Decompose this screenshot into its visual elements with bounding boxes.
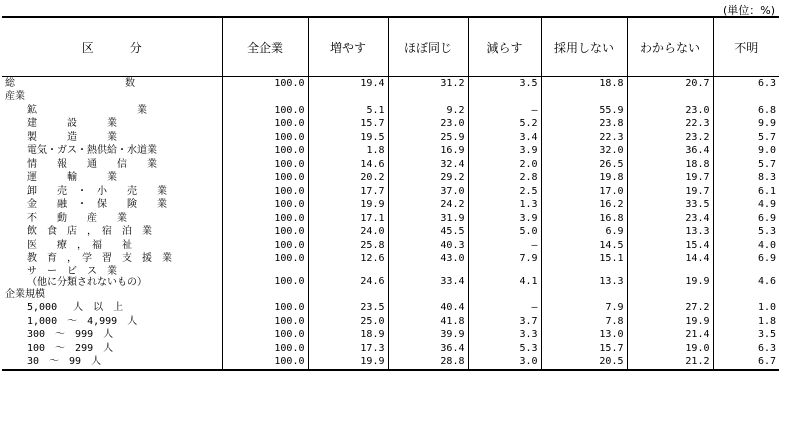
- value-cell: 33.4: [388, 266, 468, 288]
- row-label: [2, 91, 222, 105]
- value-cell: 19.7: [627, 172, 713, 186]
- value-cell: 100.0: [222, 104, 308, 118]
- table-row: [2, 158, 779, 172]
- value-cell: 24.6: [308, 266, 388, 288]
- row-label-text: 金 融 ・ 保 険 業: [27, 199, 167, 211]
- value-cell: 6.9: [541, 226, 627, 240]
- increase-header: 増やす: [308, 17, 388, 77]
- value-cell: 25.0: [308, 315, 388, 329]
- table-row: [2, 118, 779, 132]
- value-cell: 100.0: [222, 239, 308, 253]
- row-label-line2: （他に分類されないもの）: [27, 277, 147, 288]
- value-cell: 6.3: [713, 77, 779, 91]
- value-cell: 100.0: [222, 342, 308, 356]
- table-row: [2, 253, 779, 267]
- row-label: [2, 239, 222, 253]
- value-cell: 100.0: [222, 302, 308, 316]
- value-cell: —: [468, 302, 541, 316]
- value-cell: 13.3: [541, 266, 627, 288]
- row-label-text: 企業規模: [5, 288, 45, 300]
- decrease-header: 減らす: [468, 17, 541, 77]
- value-cell: 3.4: [468, 131, 541, 145]
- value-cell: 4.9: [713, 199, 779, 213]
- row-label: [2, 77, 222, 91]
- value-cell: 100.0: [222, 185, 308, 199]
- value-cell: 23.2: [627, 131, 713, 145]
- value-cell: 16.8: [541, 212, 627, 226]
- row-label: [2, 118, 222, 132]
- value-cell: 100.0: [222, 266, 308, 288]
- value-cell: 28.8: [388, 356, 468, 371]
- value-cell: 25.8: [308, 239, 388, 253]
- value-cell: 29.2: [388, 172, 468, 186]
- value-cell: 45.5: [388, 226, 468, 240]
- value-cell: 40.4: [388, 302, 468, 316]
- value-cell: 36.4: [627, 145, 713, 159]
- row-label-text: 総 数: [5, 77, 135, 89]
- row-label-text: 電気・ガス・熱供給・水道業: [27, 145, 157, 157]
- value-cell: 19.8: [541, 172, 627, 186]
- table-row: [2, 104, 779, 118]
- value-cell: 100.0: [222, 77, 308, 91]
- row-label-text: 医 療 ， 福 祉: [27, 239, 132, 251]
- value-cell: 100.0: [222, 131, 308, 145]
- value-cell: 41.8: [388, 315, 468, 329]
- value-cell: 39.9: [388, 329, 468, 343]
- value-cell: 18.8: [541, 77, 627, 91]
- unclear-header: 不明: [713, 17, 779, 77]
- row-label: [2, 226, 222, 240]
- value-cell: 100.0: [222, 172, 308, 186]
- value-cell: 100.0: [222, 145, 308, 159]
- value-cell: 23.8: [541, 118, 627, 132]
- value-cell: 16.2: [541, 199, 627, 213]
- value-cell: 32.4: [388, 158, 468, 172]
- value-cell: 33.5: [627, 199, 713, 213]
- value-cell: 5.1: [308, 104, 388, 118]
- row-label: [2, 172, 222, 186]
- value-cell: 2.0: [468, 158, 541, 172]
- row-label-text: 運 輸 業: [27, 172, 117, 184]
- value-cell: 55.9: [541, 104, 627, 118]
- value-cell: 17.3: [308, 342, 388, 356]
- value-cell: 6.9: [713, 253, 779, 267]
- value-cell: 4.6: [713, 266, 779, 288]
- value-cell: 3.3: [468, 329, 541, 343]
- row-label-text: 情 報 通 信 業: [27, 158, 157, 170]
- row-label-text: 飲 食 店 ， 宿 泊 業: [27, 226, 152, 238]
- value-cell: 19.0: [627, 342, 713, 356]
- value-cell: 17.0: [541, 185, 627, 199]
- value-cell: 19.4: [308, 77, 388, 91]
- value-cell: [468, 91, 541, 105]
- value-cell: 15.4: [627, 239, 713, 253]
- value-cell: 20.5: [541, 356, 627, 371]
- value-cell: 15.7: [541, 342, 627, 356]
- value-cell: 19.9: [308, 199, 388, 213]
- row-label: [2, 104, 222, 118]
- table-row: [2, 212, 779, 226]
- value-cell: 19.7: [627, 185, 713, 199]
- row-label: [2, 212, 222, 226]
- value-cell: 43.0: [388, 253, 468, 267]
- value-cell: 21.4: [627, 329, 713, 343]
- survey-table: [2, 16, 779, 371]
- value-cell: 9.2: [388, 104, 468, 118]
- category-header: 区 分: [2, 17, 222, 77]
- value-cell: 100.0: [222, 226, 308, 240]
- value-cell: —: [468, 239, 541, 253]
- table-row: [2, 302, 779, 316]
- table-row: [2, 315, 779, 329]
- value-cell: 6.1: [713, 185, 779, 199]
- row-label: [2, 185, 222, 199]
- row-label: [2, 253, 222, 267]
- value-cell: 22.3: [627, 118, 713, 132]
- value-cell: 31.2: [388, 77, 468, 91]
- value-cell: [222, 288, 308, 302]
- value-cell: 12.6: [308, 253, 388, 267]
- value-cell: 3.5: [713, 329, 779, 343]
- table-row: [2, 77, 779, 91]
- table-row: [2, 239, 779, 253]
- row-label-text: 不 動 産 業: [27, 212, 127, 224]
- value-cell: 4.0: [713, 239, 779, 253]
- value-cell: 18.8: [627, 158, 713, 172]
- value-cell: [627, 91, 713, 105]
- row-label: [2, 342, 222, 356]
- row-label-text: 5,000 人 以 上: [27, 302, 124, 314]
- value-cell: 40.3: [388, 239, 468, 253]
- value-cell: 3.9: [468, 212, 541, 226]
- table-row: [2, 266, 779, 288]
- row-label: [2, 315, 222, 329]
- value-cell: 5.0: [468, 226, 541, 240]
- row-label: [2, 329, 222, 343]
- value-cell: 6.9: [713, 212, 779, 226]
- value-cell: 100.0: [222, 199, 308, 213]
- value-cell: 19.9: [627, 266, 713, 288]
- table-row: [2, 131, 779, 145]
- table-row: [2, 91, 779, 105]
- value-cell: 5.3: [713, 226, 779, 240]
- value-cell: 31.9: [388, 212, 468, 226]
- value-cell: 22.3: [541, 131, 627, 145]
- value-cell: 17.7: [308, 185, 388, 199]
- value-cell: 21.2: [627, 356, 713, 371]
- value-cell: 7.9: [468, 253, 541, 267]
- value-cell: 3.7: [468, 315, 541, 329]
- value-cell: 17.1: [308, 212, 388, 226]
- value-cell: 26.5: [541, 158, 627, 172]
- value-cell: 100.0: [222, 212, 308, 226]
- value-cell: 18.9: [308, 329, 388, 343]
- value-cell: 23.5: [308, 302, 388, 316]
- value-cell: 36.4: [388, 342, 468, 356]
- value-cell: 7.9: [541, 302, 627, 316]
- value-cell: 14.6: [308, 158, 388, 172]
- value-cell: 16.9: [388, 145, 468, 159]
- value-cell: 14.5: [541, 239, 627, 253]
- value-cell: 15.1: [541, 253, 627, 267]
- value-cell: 23.0: [388, 118, 468, 132]
- value-cell: 24.2: [388, 199, 468, 213]
- value-cell: 15.7: [308, 118, 388, 132]
- value-cell: 100.0: [222, 329, 308, 343]
- table-body: [2, 77, 779, 371]
- value-cell: 5.3: [468, 342, 541, 356]
- unit-note: (単位：%): [722, 4, 775, 17]
- row-label-text: 100 〜 299 人: [27, 342, 114, 354]
- row-label-text: 産業: [5, 91, 25, 103]
- all-companies-header: 全企業: [222, 17, 308, 77]
- table-row: [2, 288, 779, 302]
- table-row: [2, 342, 779, 356]
- value-cell: [468, 288, 541, 302]
- row-label: [2, 356, 222, 371]
- no-hire-header: 採用しない: [541, 17, 627, 77]
- value-cell: 2.5: [468, 185, 541, 199]
- table-row: [2, 145, 779, 159]
- row-label-text: 鉱 業: [27, 104, 147, 116]
- value-cell: [713, 91, 779, 105]
- value-cell: 1.8: [308, 145, 388, 159]
- value-cell: 1.8: [713, 315, 779, 329]
- value-cell: 9.0: [713, 145, 779, 159]
- value-cell: 13.3: [627, 226, 713, 240]
- row-label-text: 教 育 ， 学 習 支 援 業: [27, 253, 172, 265]
- row-label-text: 卸 売 ・ 小 売 業: [27, 185, 167, 197]
- row-label: [2, 199, 222, 213]
- value-cell: 23.0: [627, 104, 713, 118]
- same-header: ほぼ同じ: [388, 17, 468, 77]
- value-cell: 23.4: [627, 212, 713, 226]
- table-row: [2, 199, 779, 213]
- value-cell: 7.8: [541, 315, 627, 329]
- value-cell: 37.0: [388, 185, 468, 199]
- row-label-text: 製 造 業: [27, 131, 117, 143]
- row-label: [2, 288, 222, 302]
- row-label-line1: サ ー ビ ス 業: [27, 266, 117, 277]
- value-cell: 100.0: [222, 118, 308, 132]
- value-cell: 100.0: [222, 356, 308, 371]
- value-cell: 3.0: [468, 356, 541, 371]
- value-cell: 6.3: [713, 342, 779, 356]
- value-cell: [308, 288, 388, 302]
- value-cell: 20.2: [308, 172, 388, 186]
- value-cell: [541, 91, 627, 105]
- value-cell: 8.3: [713, 172, 779, 186]
- value-cell: 100.0: [222, 253, 308, 267]
- table-row: [2, 172, 779, 186]
- value-cell: 25.9: [388, 131, 468, 145]
- value-cell: 6.7: [713, 356, 779, 371]
- value-cell: [713, 288, 779, 302]
- value-cell: 5.7: [713, 131, 779, 145]
- row-label-text: 300 〜 999 人: [27, 329, 114, 341]
- row-label: [2, 266, 222, 288]
- value-cell: 5.2: [468, 118, 541, 132]
- value-cell: 19.9: [308, 356, 388, 371]
- value-cell: [308, 91, 388, 105]
- value-cell: 6.8: [713, 104, 779, 118]
- unknown-header: わからない: [627, 17, 713, 77]
- value-cell: 24.0: [308, 226, 388, 240]
- value-cell: 20.7: [627, 77, 713, 91]
- value-cell: 9.9: [713, 118, 779, 132]
- value-cell: 100.0: [222, 315, 308, 329]
- value-cell: 2.8: [468, 172, 541, 186]
- row-label: [2, 131, 222, 145]
- row-label-text: 30 〜 99 人: [27, 356, 102, 368]
- value-cell: 3.9: [468, 145, 541, 159]
- table-row: [2, 356, 779, 371]
- table-row: [2, 226, 779, 240]
- value-cell: 4.1: [468, 266, 541, 288]
- value-cell: 3.5: [468, 77, 541, 91]
- value-cell: [388, 288, 468, 302]
- value-cell: —: [468, 104, 541, 118]
- value-cell: 19.5: [308, 131, 388, 145]
- value-cell: [222, 91, 308, 105]
- value-cell: 19.9: [627, 315, 713, 329]
- row-label: [2, 145, 222, 159]
- header-row: [2, 17, 779, 77]
- value-cell: [627, 288, 713, 302]
- value-cell: 5.7: [713, 158, 779, 172]
- row-label-text: 建 設 業: [27, 118, 117, 130]
- value-cell: 32.0: [541, 145, 627, 159]
- row-label-text: 1,000 〜 4,999 人: [27, 315, 138, 327]
- value-cell: [541, 288, 627, 302]
- value-cell: 14.4: [627, 253, 713, 267]
- value-cell: 1.3: [468, 199, 541, 213]
- row-label: [2, 302, 222, 316]
- row-label: [2, 158, 222, 172]
- value-cell: 100.0: [222, 158, 308, 172]
- table-row: [2, 329, 779, 343]
- value-cell: [388, 91, 468, 105]
- value-cell: 1.0: [713, 302, 779, 316]
- value-cell: 13.0: [541, 329, 627, 343]
- table-row: [2, 185, 779, 199]
- value-cell: 27.2: [627, 302, 713, 316]
